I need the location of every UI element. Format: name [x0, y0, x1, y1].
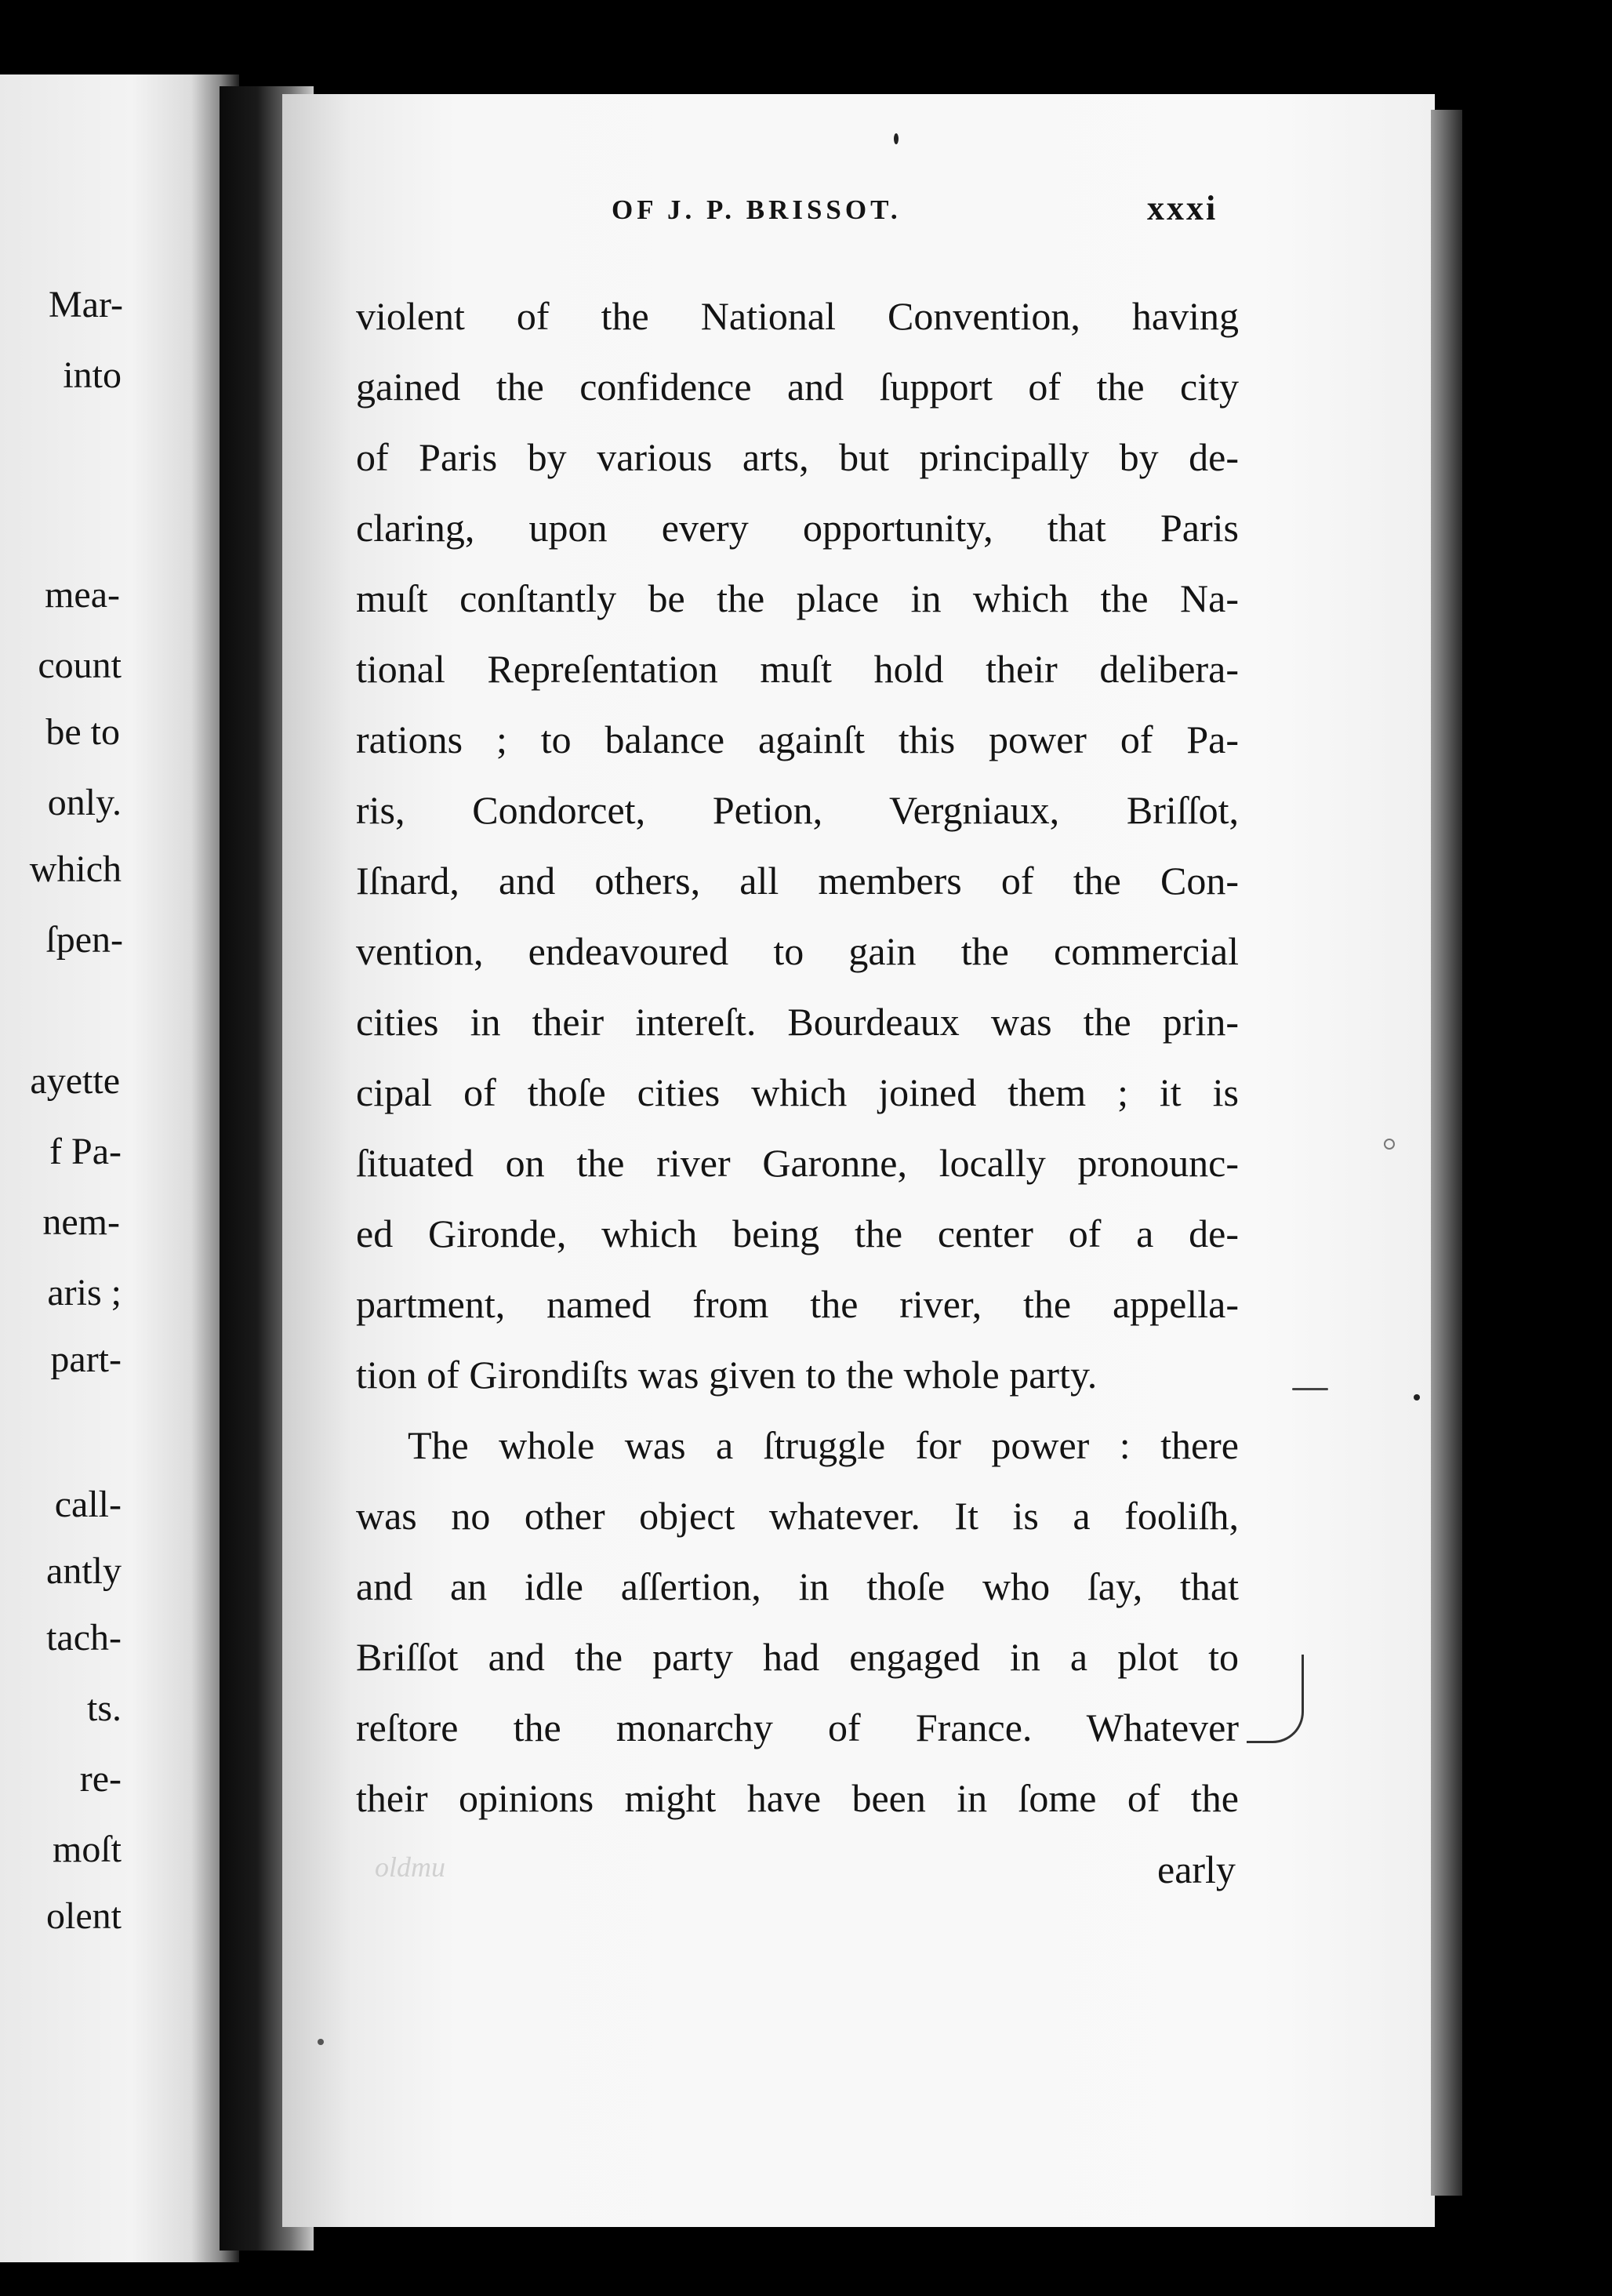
paper-speck: [318, 2039, 324, 2045]
text-line: ſituated on the river Garonne, locally pronounc-: [356, 1141, 1239, 1185]
pen-mark: [1247, 1655, 1304, 1743]
left-page-line: part-: [50, 1339, 122, 1380]
left-page-line: re-: [79, 1758, 122, 1800]
text-line: gained the confidence and ſupport of the city: [356, 365, 1239, 409]
text-line: was no other object whatever. It is a fooliſh,: [356, 1494, 1239, 1538]
left-page: [0, 74, 239, 2262]
catchword: early: [1157, 1847, 1236, 1891]
page-number: xxxi: [1147, 189, 1218, 227]
text-line: Briſſot and the party had engaged in a plot to: [356, 1635, 1239, 1679]
text-line: ris, Condorcet, Petion, Vergniaux, Briſſot,: [356, 788, 1239, 832]
bleed-through-text: oldmu: [375, 1851, 445, 1883]
left-page-line: ſpen-: [45, 919, 123, 961]
page-edge-shadow: [1431, 110, 1462, 2196]
paper-speck: [894, 133, 899, 144]
text-line: tion of Girondiſts was given to the whole party.: [356, 1353, 1098, 1397]
text-line: claring, upon every opportunity, that Paris: [356, 506, 1239, 550]
text-line: tional Repreſentation muſt hold their delibera-: [356, 647, 1239, 691]
text-line: muſt conſtantly be the place in which the Na-: [356, 576, 1239, 620]
text-line: ed Gironde, which being the center of a de-: [356, 1212, 1239, 1255]
text-line: and an idle aſſertion, in thoſe who ſay, that: [356, 1564, 1239, 1608]
text-line: vention, endeavoured to gain the commercial: [356, 929, 1239, 973]
left-page-line: mea-: [45, 574, 120, 616]
left-page-line: ayette: [30, 1060, 120, 1102]
text-line: Iſnard, and others, all members of the Con-: [356, 859, 1239, 903]
left-page-line: antly: [46, 1550, 122, 1592]
left-page-line: f Pa-: [49, 1131, 122, 1172]
text-line: cities in their intereſt. Bourdeaux was the prin-: [356, 1000, 1239, 1044]
text-line: rations ; to balance againſt this power of Pa-: [356, 718, 1239, 761]
text-line: partment, named from the river, the appella-: [356, 1282, 1239, 1326]
text-line: cipal of thoſe cities which joined them ; it is: [356, 1070, 1239, 1114]
left-page-line: only.: [47, 782, 122, 823]
left-page-line: Mar-: [49, 284, 123, 325]
text-line: violent of the National Convention, having: [356, 294, 1239, 338]
text-line: reſtore the monarchy of France. Whatever: [356, 1706, 1239, 1749]
left-page-line: be to: [45, 711, 120, 753]
left-page-line: into: [63, 354, 122, 396]
text-line: their opinions might have been in ſome of the: [356, 1776, 1239, 1820]
text-line: of Paris by various arts, but principally by de-: [356, 435, 1239, 479]
paper-scratch: [1292, 1388, 1328, 1390]
left-page-line: tach-: [46, 1617, 122, 1658]
left-page-line: aris ;: [47, 1272, 122, 1313]
left-page-line: call-: [54, 1484, 122, 1525]
left-page-line: moſt: [52, 1829, 122, 1870]
left-page-line: which: [29, 848, 122, 890]
running-head: OF J. P. BRISSOT.: [612, 194, 902, 225]
paper-speck: [1414, 1394, 1420, 1400]
text-line: The whole was a ſtruggle for power : there: [408, 1423, 1239, 1467]
left-page-line: ts.: [86, 1687, 122, 1729]
paper-blemish: [1384, 1139, 1395, 1150]
left-page-line: olent: [46, 1895, 122, 1937]
left-page-line: count: [38, 645, 122, 686]
left-page-line: nem-: [42, 1201, 120, 1243]
